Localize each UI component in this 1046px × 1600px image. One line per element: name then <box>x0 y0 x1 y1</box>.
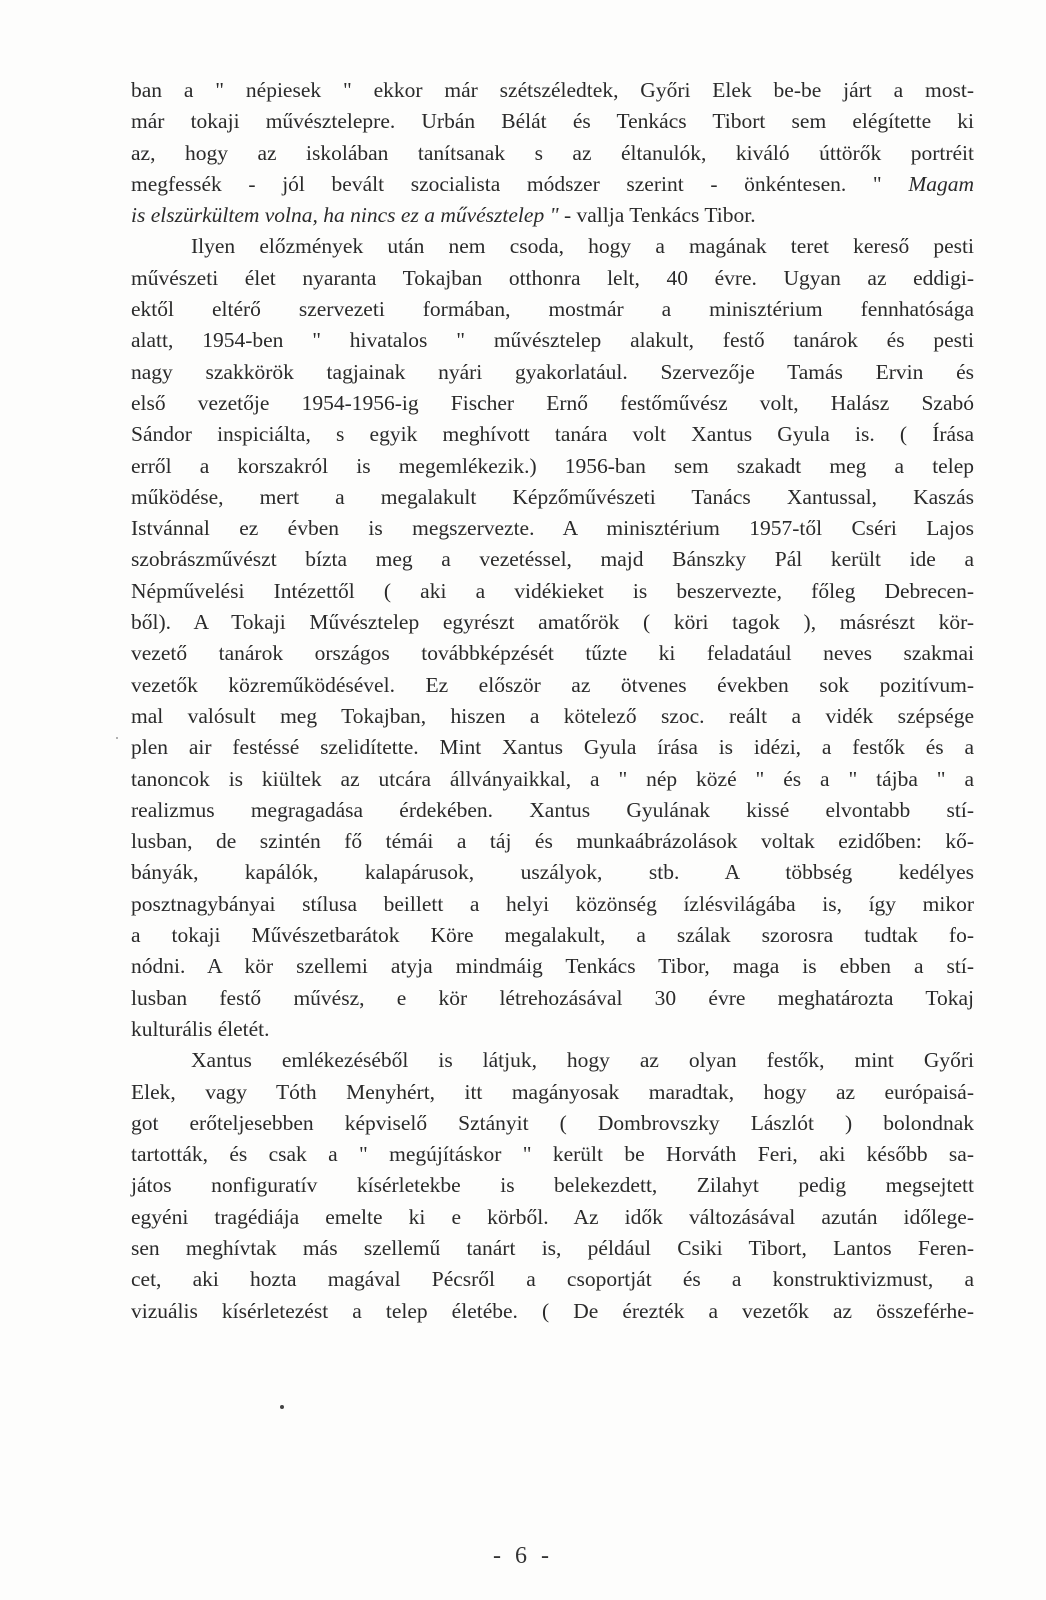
text-line: cet, aki hozta magával Pécsről a csoportját és a konstruktivizmust, a <box>131 1267 974 1292</box>
text-line: játos nonfiguratív kísérletekbe is belekezdett, Zilahyt pedig megsejtett <box>131 1173 974 1198</box>
text-segment: megfessék - jól bevált szocialista módszer szerint - önkéntesen. " <box>131 171 882 196</box>
text-line-first: Xantus emlékezéséből is látjuk, hogy az olyan festők, mint Győri <box>191 1048 974 1073</box>
body-text <box>131 75 974 1327</box>
text-line: tanoncok is kiültek az utcára állványaikkal, a " nép közé " és a " tájba " a <box>131 766 974 791</box>
text-line: szobrászművészt bízta meg a vezetéssel, majd Bánszky Pál került ide a <box>131 547 974 572</box>
text-line-first: Ilyen előzmények után nem csoda, hogy a magának teret kereső pesti <box>191 234 974 259</box>
text-line: ből). A Tokaji Művésztelep egyrészt amatőrök ( köri tagok ), másrészt kör- <box>131 610 974 635</box>
text-line: ektől eltérő szervezeti formában, mostmár a minisztérium fennhatósága <box>131 297 974 322</box>
text-line: egyéni tragédiája emelte ki e körből. Az idők változásával azután időlege- <box>131 1204 974 1229</box>
text-line: nagy szakkörök tagjainak nyári gyakorlatául. Szervezője Tamás Ervin és <box>131 359 974 384</box>
text-line: Elek, vagy Tóth Menyhért, itt magányosak maradtak, hogy az európaisá- <box>131 1079 974 1104</box>
text-line: erről a korszakról is megemlékezik.) 1956-ban sem szakadt meg a telep <box>131 453 974 478</box>
text-line: első vezetője 1954-1956-ig Fischer Ernő festőművész volt, Halász Szabó <box>131 390 974 415</box>
scan-speck <box>116 737 118 739</box>
text-line: Népművelési Intézettől ( aki a vidékieket is beszervezte, főleg Debrecen- <box>131 578 974 603</box>
italic-quote: is elszürkültem volna, ha nincs ez a művésztelep " <box>131 203 559 228</box>
text-line: plen air festéssé szelidítette. Mint Xantus Gyula írása is idézi, a festők és a <box>131 735 974 760</box>
text-segment: - vallja Tenkács Tibor. <box>558 203 756 228</box>
text-line: Istvánnal ez évben is megszervezte. A minisztérium 1957-től Cséri Lajos <box>131 516 974 541</box>
text-line: művészeti élet nyaranta Tokajban otthonra lelt, 40 évre. Ugyan az eddigi- <box>131 265 974 290</box>
page-number: - 6 - <box>493 1543 553 1569</box>
text-line: lusban festő művész, e kör létrehozásával 30 évre meghatározta Tokaj <box>131 985 974 1010</box>
text-line: sen meghívtak más szellemű tanárt is, például Csiki Tibort, Lantos Feren- <box>131 1235 974 1260</box>
text-line: a tokaji Művészetbarátok Köre megalakult, a szálak szorosra tudtak fo- <box>131 923 974 948</box>
text-line: már tokaji művésztelepre. Urbán Bélát és Tenkács Tibort sem elégítette ki <box>131 109 974 134</box>
text-line: lusban, de szintén fő témái a táj és munkaábrázolások voltak ezidőben: kő- <box>131 829 974 854</box>
text-line-with-italic <box>131 200 974 231</box>
text-line: Sándor inspiciálta, s egyik meghívott tanára volt Xantus Gyula is. ( Írása <box>131 422 974 447</box>
text-line: bányák, kapálók, kalapárusok, uszályok, stb. A többség kedélyes <box>131 860 974 885</box>
text-line: vizuális kísérletezést a telep életébe. ( De érezték a vezetők az összeférhe- <box>131 1298 974 1323</box>
text-line: realizmus megragadása érdekében. Xantus Gyulának kissé elvontabb stí- <box>131 797 974 822</box>
text-line: nódni. A kör szellemi atyja mindmáig Tenkács Tibor, maga is ebben a stí- <box>131 954 974 979</box>
text-line: működése, mert a megalakult Képzőművészeti Tanács Xantussal, Kaszás <box>131 484 974 509</box>
italic-quote-start: Magam <box>908 171 975 196</box>
scan-speck <box>280 1405 284 1409</box>
text-line: posztnagybányai stílusa beillett a helyi közönség ízlésvilágába is, így mikor <box>131 891 974 916</box>
text-line: mal valósult meg Tokajban, hiszen a kötelező szoc. reált a vidék szépsége <box>131 703 974 728</box>
text-line: ban a " népiesek " ekkor már szétszéledtek, Győri Elek be-be járt a most- <box>131 78 974 102</box>
text-line: alatt, 1954-ben " hivatalos " művésztelep alakult, festő tanárok és pesti <box>131 328 974 353</box>
text-line: az, hogy az iskolában tanítsanak s az éltanulók, kiváló úttörők portréit <box>131 140 974 165</box>
text-line-last: kulturális életét. <box>131 1016 270 1041</box>
text-line: tartották, és csak a " megújításkor " került be Horváth Feri, aki később sa- <box>131 1142 974 1167</box>
text-line: vezetők közreműködésével. Ez először az ötvenes években sok pozitívum- <box>131 672 974 697</box>
text-line-with-italic <box>131 169 974 200</box>
text-line: vezető tanárok országos továbbképzését tűzte ki feladatául neves szakmai <box>131 641 974 666</box>
text-line: got erőteljesebben képviselő Sztányit ( Dombrovszky Lászlót ) bolondnak <box>131 1110 974 1135</box>
